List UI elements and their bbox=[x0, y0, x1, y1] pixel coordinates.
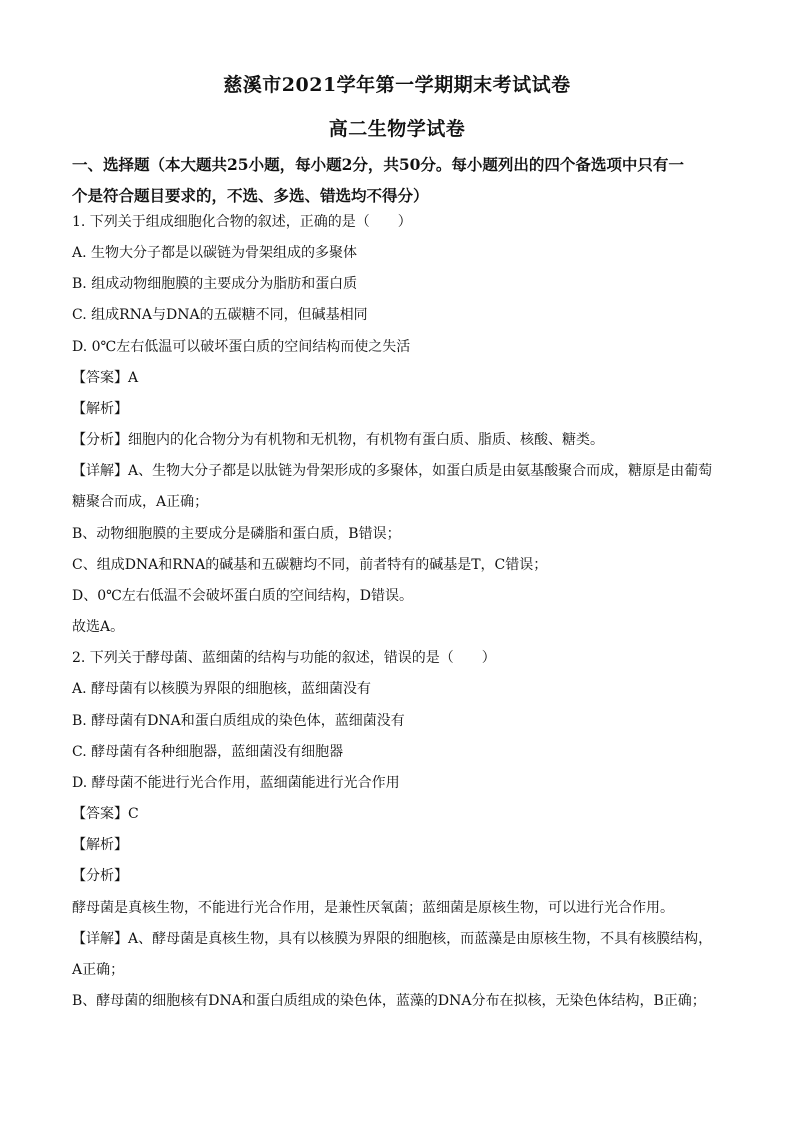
exam-title: 慈溪市2021学年第一学期期末考试试卷 bbox=[223, 74, 571, 96]
q2-stem: 2. 下列关于酵母菌、蓝细菌的结构与功能的叙述，错误的是（ ） bbox=[72, 650, 496, 666]
exam-subtitle: 高二生物学试卷 bbox=[328, 118, 466, 140]
q1-stem: 1. 下列关于组成细胞化合物的叙述，正确的是（ ） bbox=[72, 214, 412, 230]
q1-detail-line1: 【详解】A、生物大分子都是以肽链为骨架形成的多聚体，如蛋白质是由氨基酸聚合而成，糖原是由葡萄 bbox=[72, 463, 713, 479]
q2-jiexi-label: 【解析】 bbox=[72, 837, 128, 853]
q1-analysis: 【分析】细胞内的化合物分为有机物和无机物，有机物有蛋白质、脂质、核酸、糖类。 bbox=[72, 432, 604, 448]
q2-option-d: D. 酵母菌不能进行光合作用，蓝细菌能进行光合作用 bbox=[72, 775, 400, 791]
q1-answer: 【答案】A bbox=[72, 370, 139, 386]
section-heading-line2: 个是符合题目要求的，不选、多选、错选均不得分） bbox=[72, 186, 429, 205]
q2-detail-line3: B、酵母菌的细胞核有DNA和蛋白质组成的染色体，蓝藻的DNA分布在拟核，无染色体结构，B正确； bbox=[72, 993, 706, 1009]
q2-option-c: C. 酵母菌有各种细胞器，蓝细菌没有细胞器 bbox=[72, 744, 344, 760]
q1-detail-line2: 糖聚合而成，A正确； bbox=[72, 494, 209, 510]
q1-option-b: B. 组成动物细胞膜的主要成分为脂肪和蛋白质 bbox=[72, 276, 358, 292]
q2-detail-line1: 【详解】A、酵母菌是真核生物，具有以核膜为界限的细胞核，而蓝藻是由原核生物，不具有核膜结构， bbox=[72, 931, 713, 947]
q1-jiexi-label: 【解析】 bbox=[72, 401, 128, 417]
q2-analysis-text: 酵母菌是真核生物，不能进行光合作用，是兼性厌氧菌；蓝细菌是原核生物，可以进行光合作用。 bbox=[72, 900, 674, 916]
q2-option-a: A. 酵母菌有以核膜为界限的细胞核，蓝细菌没有 bbox=[72, 681, 372, 697]
q2-option-b: B. 酵母菌有DNA和蛋白质组成的染色体，蓝细菌没有 bbox=[72, 713, 405, 729]
q2-answer: 【答案】C bbox=[72, 806, 139, 822]
q1-option-c: C. 组成RNA与DNA的五碳糖不同，但碱基相同 bbox=[72, 307, 368, 323]
q1-detail-line4: C、组成DNA和RNA的碱基和五碳糖均不同，前者特有的碱基是T，C错误； bbox=[72, 557, 548, 573]
q1-option-a: A. 生物大分子都是以碳链为骨架组成的多聚体 bbox=[72, 245, 358, 261]
section-heading-line1: 一、选择题（本大题共25小题，每小题2分，共50分。每小题列出的四个备选项中只有一 bbox=[72, 155, 684, 174]
q1-detail-line5: D、0℃左右低温不会破坏蛋白质的空间结构，D错误。 bbox=[72, 588, 414, 604]
q2-analysis-label: 【分析】 bbox=[72, 868, 128, 884]
q1-option-d: D. 0℃左右低温可以破坏蛋白质的空间结构而使之失活 bbox=[72, 339, 411, 355]
q1-conclusion: 故选A。 bbox=[72, 619, 125, 635]
q1-detail-line3: B、动物细胞膜的主要成分是磷脂和蛋白质，B错误； bbox=[72, 526, 401, 542]
q2-detail-line2: A正确； bbox=[72, 962, 125, 978]
